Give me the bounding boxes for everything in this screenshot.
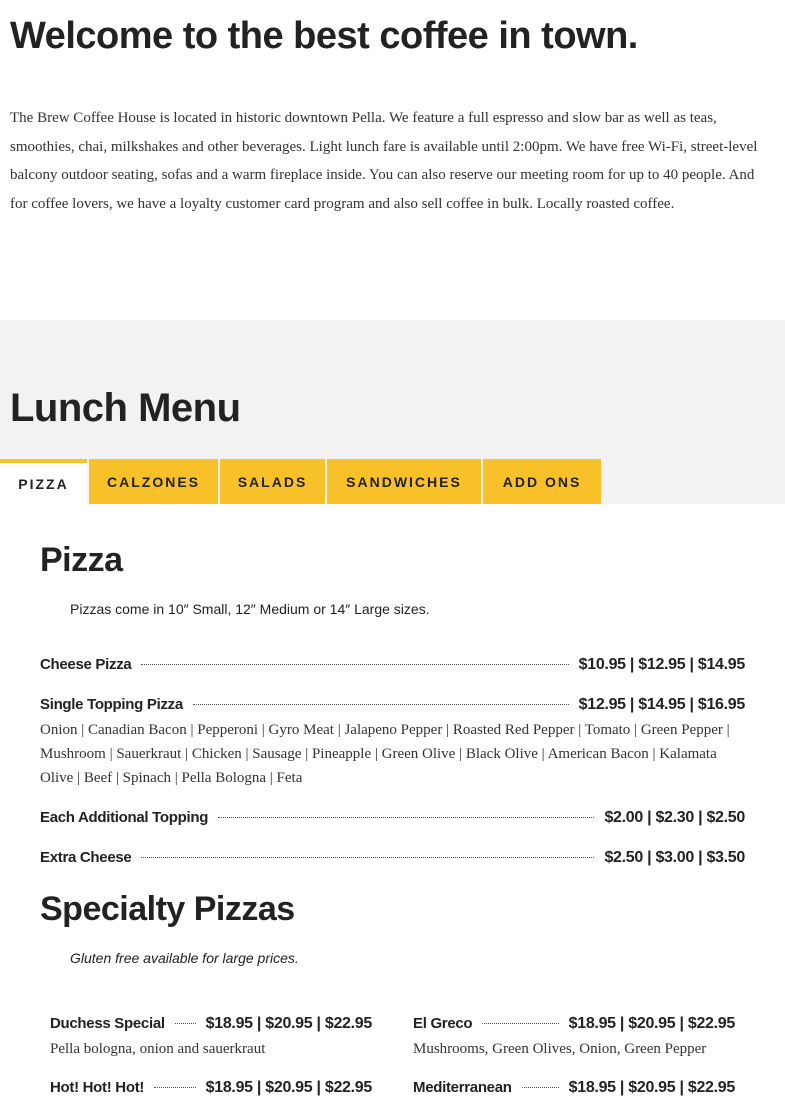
specialty-item — [50, 1079, 372, 1097]
item-price: $18.95 | $20.95 | $22.95 — [568, 1015, 735, 1032]
welcome-section — [10, 14, 775, 218]
menu-item — [40, 809, 745, 827]
item-name: Cheese Pizza — [40, 656, 132, 673]
item-name: El Greco — [413, 1015, 473, 1032]
item-name: Duchess Special — [50, 1015, 165, 1032]
item-price: $18.95 | $20.95 | $22.95 — [205, 1015, 372, 1032]
specialty-item — [413, 1079, 735, 1097]
tab-salads[interactable]: SALADS — [220, 459, 325, 504]
dot-leader — [193, 704, 569, 705]
lunch-menu-title: Lunch Menu — [10, 386, 241, 430]
welcome-title: Welcome to the best coffee in town. — [10, 15, 638, 57]
item-price: $12.95 | $14.95 | $16.95 — [578, 696, 745, 713]
specialty-item — [50, 1015, 372, 1061]
menu-tabs — [0, 459, 601, 504]
tab-sandwiches[interactable]: SANDWICHES — [327, 459, 481, 504]
dot-leader — [141, 857, 594, 858]
item-name: Mediterranean — [413, 1079, 512, 1096]
item-name: Each Additional Topping — [40, 809, 209, 826]
pizza-size-note: Pizzas come in 10″ Small, 12″ Medium or 14″ Large sizes. — [70, 601, 430, 617]
item-price: $18.95 | $20.95 | $22.95 — [568, 1079, 735, 1096]
item-description: Mushrooms, Green Olives, Onion, Green Pepper — [413, 1041, 707, 1057]
dot-leader — [154, 1087, 196, 1088]
specialty-item — [413, 1015, 735, 1061]
dot-leader — [218, 817, 594, 818]
item-price: $2.00 | $2.30 | $2.50 — [604, 809, 745, 826]
dot-leader — [522, 1087, 559, 1088]
item-description: Onion | Canadian Bacon | Pepperoni | Gyro Meat | Jalapeno Pepper | Roasted Red Pepper | Tomato | Green Pepper | Mushroom | Sauerkraut | Chicken | Sausage | Pineapple | Green Olive | Black Olive | American Bacon | Kalamata Olive | Beef | Spinach | Pella Bologna | Feta — [40, 722, 730, 786]
item-price: $2.50 | $3.00 | $3.50 — [604, 849, 745, 866]
item-name: Hot! Hot! Hot! — [50, 1079, 145, 1096]
item-price: $10.95 | $12.95 | $14.95 — [578, 656, 745, 673]
gluten-free-note: Gluten free available for large prices. — [70, 950, 299, 966]
dot-leader — [482, 1023, 558, 1024]
item-name: Extra Cheese — [40, 849, 132, 866]
specialty-section-title: Specialty Pizzas — [40, 890, 295, 928]
tab-calzones[interactable]: CALZONES — [89, 459, 218, 504]
dot-leader — [141, 664, 568, 665]
welcome-body: The Brew Coffee House is located in historic downtown Pella. We feature a full espresso and slow bar as well as teas, smoothies, chai, milkshakes and other beverages. Light lunch fare is available until 2:00pm. We have free Wi-Fi, street-level balcony outdoor seating, sofas and a warm fireplace inside. You can also reserve our meeting room for up to 40 people. And for coffee lovers, we have a loyalty customer card program and also sell coffee in bulk. Locally roasted coffee. — [10, 110, 758, 212]
tab-pizza[interactable]: PIZZA — [0, 459, 87, 504]
tab-add-ons[interactable]: ADD ONS — [483, 459, 601, 504]
menu-item — [40, 656, 745, 674]
pizza-section-title: Pizza — [40, 541, 123, 579]
dot-leader — [175, 1023, 196, 1024]
item-name: Single Topping Pizza — [40, 696, 183, 713]
menu-item — [40, 696, 745, 790]
item-price: $18.95 | $20.95 | $22.95 — [205, 1079, 372, 1096]
menu-item — [40, 849, 745, 867]
item-description: Pella bologna, onion and sauerkraut — [50, 1041, 266, 1057]
